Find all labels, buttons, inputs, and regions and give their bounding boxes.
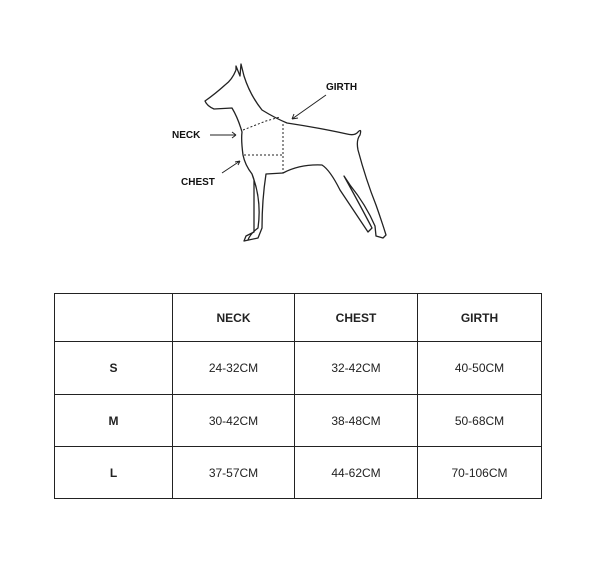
dog-outline [205,64,386,241]
girth-arrow [292,95,326,119]
girth-label: GIRTH [326,82,358,93]
header-cell [55,294,173,342]
table-header-row [55,294,542,342]
chest-cell: 44-62CM [295,447,418,499]
size-cell: S [55,342,173,395]
header-chest: CHEST [295,294,418,342]
neck-measure-line [243,117,280,130]
girth-cell: 70-106CM [418,447,542,499]
size-cell: M [55,395,173,447]
table-row [55,447,542,499]
chest-cell: 32-42CM [295,342,418,395]
girth-cell: 50-68CM [418,395,542,447]
chest-arrow [222,161,240,173]
table-row [55,342,542,395]
girth-cell: 40-50CM [418,342,542,395]
size-table [54,293,542,499]
neck-cell: 24-32CM [173,342,295,395]
size-cell: L [55,447,173,499]
chest-cell: 38-48CM [295,395,418,447]
chest-label: CHEST [181,177,215,188]
neck-cell: 30-42CM [173,395,295,447]
neck-label: NECK [172,130,201,141]
table-row [55,395,542,447]
header-neck: NECK [173,294,295,342]
neck-arrow [210,132,236,138]
neck-cell: 37-57CM [173,447,295,499]
header-girth: GIRTH [418,294,542,342]
